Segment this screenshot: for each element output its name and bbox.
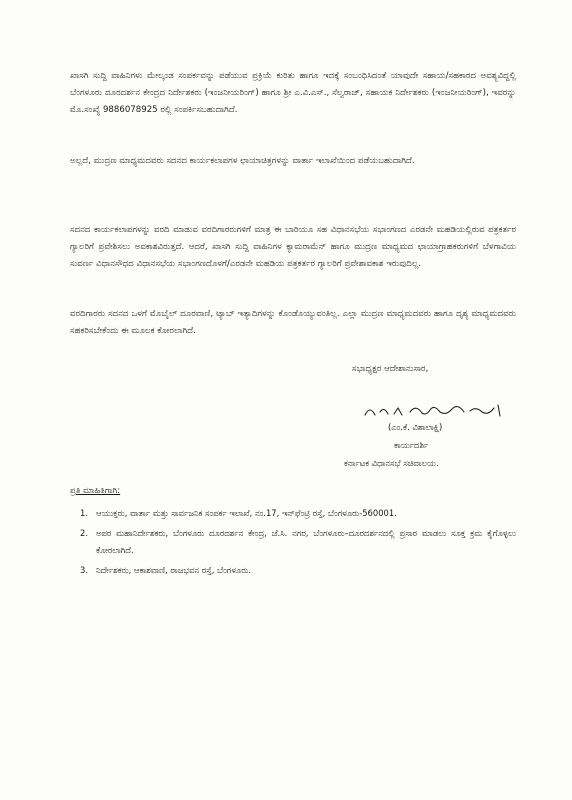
copy-to-item-text: ಅಪರ ಮಹಾನಿರ್ದೇಶಕರು, ಬೆಂಗಳೂರು ದೂರದರ್ಶನ ಕೇಂದ್ರ, ಜೆ.ಸಿ. ನಗರ, ಬೆಂಗಳೂರು–ದೂರದರ್ಶನದಲ್ಲಿ ಪ್ರಸಾರ ಮಾಡಲು ಸೂಕ್ತ ಕ್ರಮ ಕೈಗೊಳ್ಳಲು ಕೋರಲಾಗಿದೆ. xyxy=(96,528,516,555)
copy-to-item xyxy=(80,525,516,558)
copy-to-list xyxy=(80,505,516,583)
copy-to-item-number: 1. xyxy=(80,508,88,518)
signatory-designation: ಕಾರ್ಯದರ್ಶಿ xyxy=(394,440,429,450)
copy-to-item-number: 2. xyxy=(80,528,88,539)
signatory-office: ಕರ್ನಾಟಕ ವಿಧಾನಸಭೆ ಸಚಿವಾಲಯ. xyxy=(344,458,439,468)
body-paragraph: ಸದನದ ಕಾರ್ಯಕಲಾಪಗಳನ್ನು ವರದಿ ಮಾಡುವ ವರದಿಗಾರರುಗಳಿಗೆ ಮಾತ್ರ ಈ ಬಾರಿಯೂ ಸಹ ವಿಧಾನಸಭೆಯ ಸಭಾಂಗಣದ ಎರಡನೇ ಮಹಡಿಯಲ್ಲಿರುವ ಪತ್ರಕರ್ತರ ಗ್ಯಾಲರಿಗೆ ಪ್ರವೇಶಿಸಲು ಅವಕಾಶವಿರುತ್ತದೆ. ಆದರೆ, ಖಾಸಗಿ ಸುದ್ದಿ ವಾಹಿನಿಗಳ ಕ್ಯಾಮರಾಮೆನ್ ಹಾಗೂ ಮುದ್ರಣ ಮಾಧ್ಯಮದ ಛಾಯಾಗ್ರಾಹಕರುಗಳಿಗೆ ಬೆಳಗಾವಿಯ ಸುವರ್ಣ ವಿಧಾನಸೌಧದ ವಿಧಾನಸಭೆಯ ಸಭಾಂಗಣದೊಳಗೆ/ಎರಡನೇ ಮಹಡಿಯ ಪತ್ರಕರ್ತರ ಗ್ಯಾಲರಿಗೆ ಪ್ರವೇಶಾವಕಾಶ ಇರುವುದಿಲ್ಲ. xyxy=(70,225,516,270)
handwritten-signature xyxy=(360,400,510,420)
body-paragraph: ಅಲ್ಲದೆ, ಮುದ್ರಣ ಮಾಧ್ಯಮದವರು ಸದನದ ಕಾರ್ಯಕಲಾಪಗಳ ಛಾಯಾಚಿತ್ರಗಳನ್ನು ವಾರ್ತಾ ಇಲಾಖೆಯಿಂದ ಪಡೆಯಬಹುದಾಗಿದೆ. xyxy=(70,156,415,166)
signatory-name: (ಎಂ.ಕೆ. ವಿಶಾಲಾಕ್ಷಿ) xyxy=(388,422,443,432)
copy-to-item xyxy=(80,505,516,521)
copy-to-heading: ಪ್ರತಿ ಮಾಹಿತಿಗಾಗಿ: xyxy=(70,486,121,496)
copy-to-item-text: ನಿರ್ದೇಶಕರು, ಆಕಾಶವಾಣಿ, ರಾಜಭವನ ರಸ್ತೆ, ಬೆಂಗಳೂರು. xyxy=(96,565,251,576)
body-paragraph: ಖಾಸಗಿ ಸುದ್ದಿ ವಾಹಿನಿಗಳು ಮೇಲ್ಕಂಡ ಸಂಪರ್ಕವನ್ನು ಪಡೆಯುವ ಪ್ರಕ್ರಿಯೆ ಕುರಿತು ಹಾಗೂ ಇದಕ್ಕೆ ಸಂಬಂಧಿಸಿದಂತೆ ಯಾವುದೇ ಸಹಾಯ/ಸಹಕಾರದ ಅವಶ್ಯವಿದ್ದಲ್ಲಿ ಬೆಂಗಳೂರು ದೂರದರ್ಶನ ಕೇಂದ್ರದ ನಿರ್ದೇಶಕರು (ಇಂಜನೀಯರಿಂಗ್) ಹಾಗೂ ಶ್ರೀ ಎ.ವಿ.ಎಸ್., ಸೆಲ್ವರಾಜ್, ಸಹಾಯಕ ನಿರ್ದೇಶಕರು (ಇಂಜನೀಯರಿಂಗ್), ಇವರನ್ನು ಮೊ.ಸಂಖ್ಯೆ 9886078925 ರಲ್ಲಿ ಸಂಪರ್ಕಿಸಬಹುದಾಗಿದೆ. xyxy=(70,71,516,116)
copy-to-item xyxy=(80,562,516,578)
body-paragraph: ವರದಿಗಾರರು ಸದನದ ಒಳಗೆ ಮೊಬೈಲ್ ದೂರವಾಣಿ, ಟ್ಯಾಬ್ ಇತ್ಯಾದಿಗಳನ್ನು ಕೊಂಡೊಯ್ಯುವಂತಿಲ್ಲ. ಎಲ್ಲಾ ಮುದ್ರಣ ಮಾಧ್ಯಮದವರು ಹಾಗೂ ದೃಶ್ಯ ಮಾಧ್ಯಮದವರು ಸಹಕರಿಸಬೇಕೆಂದು ಈ ಮೂಲಕ ಕೋರಲಾಗಿದೆ. xyxy=(70,309,516,337)
copy-to-item-number: 3. xyxy=(80,565,88,576)
copy-to-item-text: ಆಯುಕ್ತರು, ವಾರ್ತಾ ಮತ್ತು ಸಾರ್ವಜನಿಕ ಸಂಪರ್ಕ ಇಲಾಖೆ, ನಂ.17, ಇನ್‌ಫೆಂಟ್ರಿ ರಸ್ತೆ, ಬೆಂಗಳೂರು-560001. xyxy=(96,508,397,518)
closing-line: ಸಭಾಧ್ಯಕ್ಷರ ಆದೇಶಾನುಸಾರ, xyxy=(352,364,429,374)
